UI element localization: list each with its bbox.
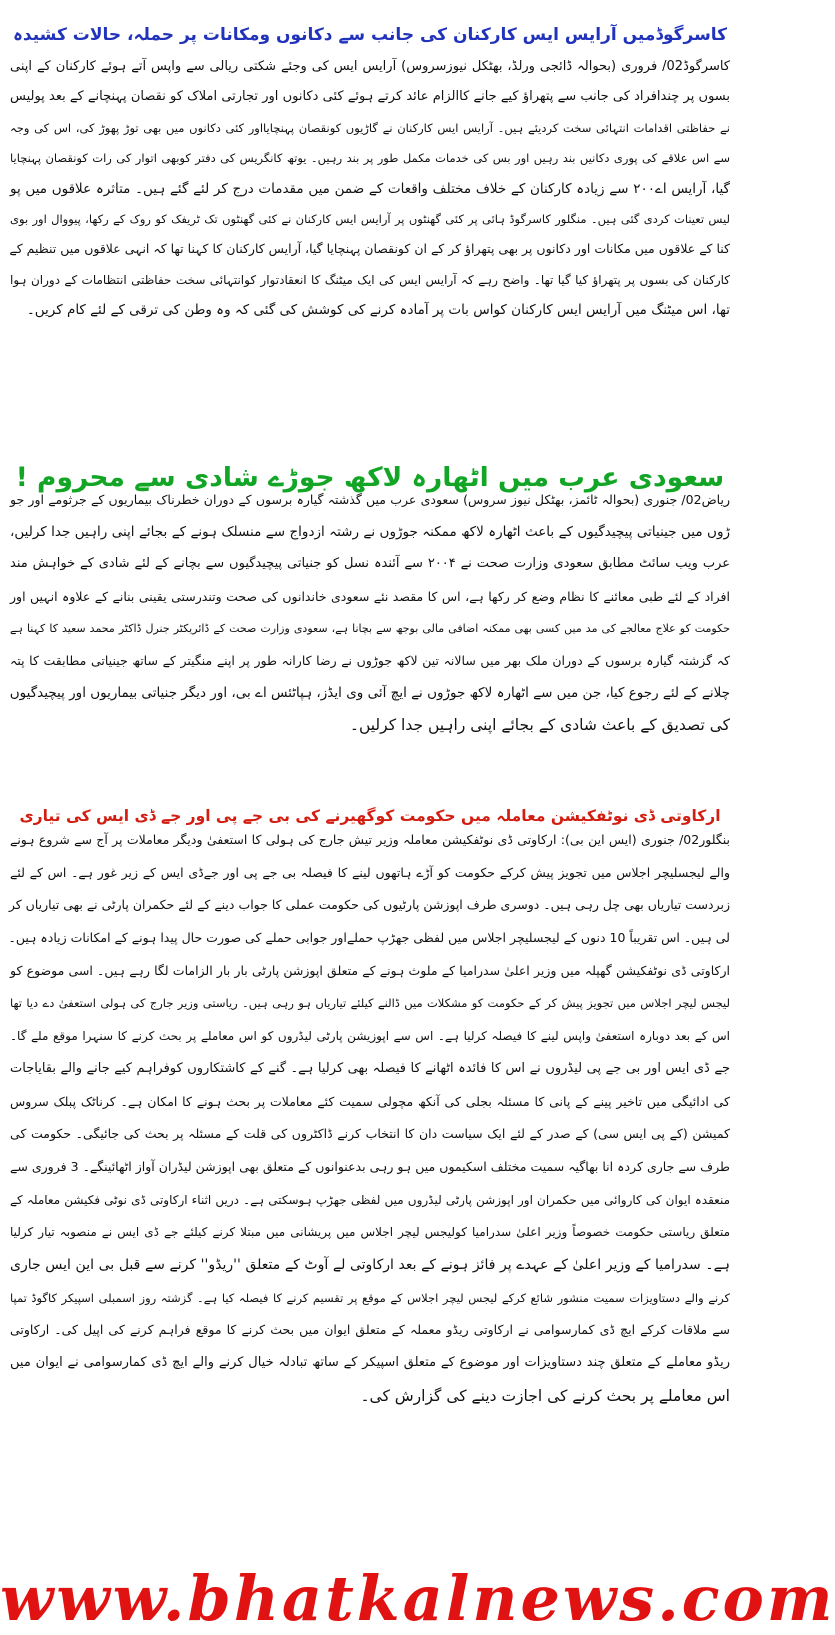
article-1-line: کارکنان کی بسوں پر پتھراؤ کیا گیا تھا۔ واضح رہے کہ آرایس ایس کی ایک میٹنگ کا انعقادتوار کوانتہائی سخت حفاظتی انتظامات کے دوران ہوا xyxy=(10,272,730,287)
article-3-line: اس معاملے پر بحث کرنے کی اجازت دینے کی گزارش کی۔ xyxy=(360,1386,730,1405)
article-3-line: ہے۔ سدرامیا کے وزیر اعلیٰ کے عہدے پر فائز ہونے کے بعد ارکاوتی لے آوٹ کے متعلق ''ریڈو'' کرنے سے قبل بی این ایس جاری xyxy=(10,1256,730,1273)
article-1-body xyxy=(10,52,730,326)
article-3-line: منعقدہ ایوان کی کاروائی میں حکمران اور اپوزشن پارٹی لیڈروں میں لفظی جھڑپ ہوسکتی ہے۔ دریں اثناء ارکاوتی ڈی نوٹی فکیشن معاملہ کے xyxy=(10,1192,730,1207)
article-2-line: چلانے کے لئے رجوع کیا، جن میں سے اٹھارہ لاکھ جوڑوں نے ایچ آئی وی ایڈز، ہپاٹئس اے بی، اور دیگر جنیاتی بیماریوں اور پیچیدگیوں xyxy=(9,685,730,702)
article-3-line: اس کے بعد دوبارہ استعفیٰ واپس لینے کا فیصلہ کرلیا ہے۔ اس سے اپوزیشن پارٹی لیڈروں کو اس معاملے پر بحث کرنے کا سنہرا موقع ملے گا۔ xyxy=(10,1029,730,1044)
article-3-line: والے لیجسلیچر اجلاس میں تجویز پیش کرکے حکومت کو آڑے ہاتھوں لینے کا فیصلہ بی جے پی اور جےڈی ایس کے زیر غور ہے۔ اس کے لئے xyxy=(10,864,730,880)
article-1-line: بسوں پر چندافراد کی جانب سے پتھراؤ کیے جانے کاالزام عائد کرتے ہوئے کئی دکانوں اور تجارتی املاک کو نقصان پہنچانے کے بعد پولیس xyxy=(10,89,730,105)
article-1-line: تھا، اس میٹنگ میں آرایس ایس کارکنان کواس بات پر آمادہ کرنے کی کوشش کی گئی کہ وہ وطن کی ترقی کے لئے کام کریں۔ xyxy=(26,302,730,319)
article-1-line: لیس تعینات کردی گئی ہیں۔ منگلور کاسرگوڈ ہائی پر کئی گھنٹوں پر آرایس ایس کارکنان نے کئی گھنٹوں تک ٹریفک کو روک کے رکھا، پیووال اور بوی xyxy=(10,211,730,226)
article-2-line: حکومت کو علاج معالجے کی مد میں کسی بھی ممکنہ اضافی مالی بوجھ سے بچانا ہے، سعودی وزارت صحت کے ڈائریکٹر جنرل ڈاکٹر محمد سعید کا کہنا ہے xyxy=(10,621,730,635)
article-3-headline: ارکاوتی ڈی نوٹفکیشن معاملہ میں حکومت کوگھیرنے کی بی جے پی اور جے ڈی ایس کی تیاری xyxy=(19,806,721,825)
article-2-line: ریاض02/ جنوری (بحوالہ ٹائمز، بھٹکل نیوز سروس) سعودی عرب میں گذشتہ گیارہ برسوں کے دوران خطرناک بیماریوں کے جرثومے اور جو xyxy=(10,492,730,507)
article-1-line: کنا کے علاقوں میں مکانات اور دکانوں پر بھی پتھراؤ کر کے ان کونقصان پہنچایا گیا، آرایس کارکنان کا کہنا تھا کہ انہی علاقوں میں تنظیم کے xyxy=(9,241,730,257)
article-3-body xyxy=(10,824,730,1412)
article-3-line: جے ڈی ایس اور بی جے پی لیڈروں نے اس کا فائدہ اٹھانے کا فیصلہ بھی کرلیا ہے۔ گنے کے کاشتکاروں کوفراہم کیے جانے والے بقایاجات xyxy=(10,1060,730,1076)
article-3-line: کمیشن (کے پی ایس سی) کے صدر کے لئے ایک سیاست دان کا انتخاب کرنے ڈاکٹروں کی قلت کے مسئلہ پر بحث کی جائیگی۔ حکومت کی xyxy=(10,1126,730,1142)
article-2-line: افراد کے لئے طبی معائنے کا نظام وضع کر رکھا ہے، اس کا مقصد نئے سعودی خاندانوں کی صحت وتندرستی یقینی بنانے کے علاوہ انہیں اور xyxy=(10,588,730,604)
article-2-line: ڑوں میں جینیاتی پیچیدگیوں کے باعث اٹھارہ لاکھ ممکنہ جوڑوں نے رشتہ ازدواج سے منسلک ہونے کے بجائے اپنی راہیں جدا کرلیں، xyxy=(10,524,730,541)
article-3-line: سے ملاقات کرکے ایچ ڈی کمارسوامی نے ارکاوتی ریڈو معملہ کے متعلق ایوان میں بحث کرنے کا موقع فراہم کرنے کی اپیل کی۔ ارکاوتی xyxy=(10,1322,730,1338)
article-3-line: بنگلور02/ جنوری (ایس این بی): ارکاوتی ڈی نوٹفکیشن معاملہ وزیر تیش جارج کی ہولی کا استعفیٰ ودیگر معاملات پر آج سے شروع ہونے xyxy=(10,832,730,847)
article-3-line: ریڈو معاملے کے متعلق چند دستاویزات اور موضوع کے متعلق اسپیکر کے ساتھ تبادلہ خیال کرنے والے ایچ ڈی کمارسوامی نے ایوان میں xyxy=(10,1355,730,1370)
article-1-line: نے حفاظتی اقدامات انتہائی سخت کردیئے ہیں۔ آرایس ایس کارکنان نے گاڑیوں کونقصان پہنچایااور کئی دکانوں میں بھی توڑ پھوڑ کی، اس کی وجہ xyxy=(10,120,730,135)
article-2-body xyxy=(10,484,730,742)
article-3-line: لی ہیں۔ اس تقریباً 10 دنوں کے لیجسلیچر اجلاس میں لفظی جھڑپ حملےاور جوابی حملے کی صورت حال پیدا ہونے کے امکانات زیادہ ہیں۔ xyxy=(8,930,730,946)
article-3-line: ارکاوتی ڈی نوٹفکیشن گھپلہ میں وزیر اعلیٰ سدرامیا کے ملوث ہونے کے متعلق اپوزشن پارٹی بار بار الزامات لگا رہے ہیں۔ اسی موضوع کو xyxy=(10,962,730,978)
article-2-line: کی تصدیق کے باعث شادی کے بجائے اپنی راہیں جدا کرلیں۔ xyxy=(349,716,730,735)
article-2-headline: سعودی عرب میں اٹھارہ لاکھ جوڑے شادی سے محروم ! xyxy=(15,461,725,493)
website-footer: www.bhatkalnews.com xyxy=(0,1562,835,1635)
article-1-line: کاسرگوڈ02/ فروری (بحوالہ ڈائجی ورلڈ، بھٹکل نیوزسروس) آرایس ایس کی وجئے شکتی ریالی سے واپس آتے ہوئے کارکنان کے اپنی xyxy=(10,59,730,74)
article-2-line: عرب ویب سائٹ مطابق سعودی وزارت صحت نے ۲۰۰۴ سے آئندہ نسل کو جنیاتی پیچیدگیوں سے بچانے کے لئے شادی کے خواہش مند xyxy=(10,556,730,572)
article-2-line: کہ گزشتہ گیارہ برسوں کے دوران ملک بھر میں سالانہ تین لاکھ جوڑوں نے رضا کارانہ طور پر اپنے منگیتر کے ساتھ جینیاتی مطابقت کا پتہ xyxy=(10,652,730,668)
article-1-line: گیا، آرایس اے۲۰۰ سے زیادہ کارکنان کے خلاف مختلف واقعات کے ضمن میں مقدمات درج کر لئے گئے ہیں۔ متاثرہ علاقوں میں پو xyxy=(10,180,730,197)
article-1-line: سے اس علاقے کی پوری دکانیں بند رہیں اور بس کی خدمات مکمل طور پر بند رہیں۔ یوتھ کانگریس کی دفتر کوبھی اتوار کی رات کونقصان پہنچایا xyxy=(10,151,730,166)
article-3-line: لیجس لیچر اجلاس میں تجویز پیش کر کے حکومت کو مشکلات میں ڈالنے کیلئے تیاریاں ہو رہی ہیں۔ ریاستی وزیر جارج کی ہولی استعفیٰ دے دیا تھا xyxy=(10,996,730,1011)
article-3-line: طرف سے جاری کردہ انا بھاگیہ سمیت مختلف اسکیموں میں ہو رہی بدعنوانوں کے متعلق بھی اپوزشن لیڈران آواز اٹھائینگے۔ 3 فروری سے xyxy=(10,1158,730,1174)
article-3-line: زبردست تیاریاں بھی چل رہی ہیں۔ دوسری طرف اپوزشن پارٹیوں کی حکومت عملی کا جواب دینے کے لئے حکمران پارٹی نے بھی تیاریاں کر xyxy=(8,897,730,913)
article-3-line: کی ادائیگی میں تاخیر پینے کے پانی کا مسئلہ بجلی کی آنکھ مچولی سمیت کئے معاملات پر بحث ہونے کا امکان ہے۔ کرناٹک پبلک سروس xyxy=(10,1093,730,1109)
article-1-headline: کاسرگوڈمیں آرایس ایس کارکنان کی جانب سے دکانوں ومکانات پر حملہ، حالات کشیدہ xyxy=(12,25,728,46)
article-3-line: کرنے والے دستاویزات سمیت منشور شائع کرکے لیجس لیچر اجلاس کے موقع پر تقسیم کرنے کا فیصلہ کیا ہے۔ گزشتہ روز اسمبلی اسپیکر کاگوڈ تمپا xyxy=(10,1290,730,1305)
article-3-line: متعلق ریاستی حکومت خصوصاً وزیر اعلیٰ سدرامیا کولیجس لیچر اجلاس میں پریشانی میں مبتلا کرنے کیلئے جے ڈی ایس نے منصوبہ تیار کرلیا xyxy=(10,1225,730,1240)
